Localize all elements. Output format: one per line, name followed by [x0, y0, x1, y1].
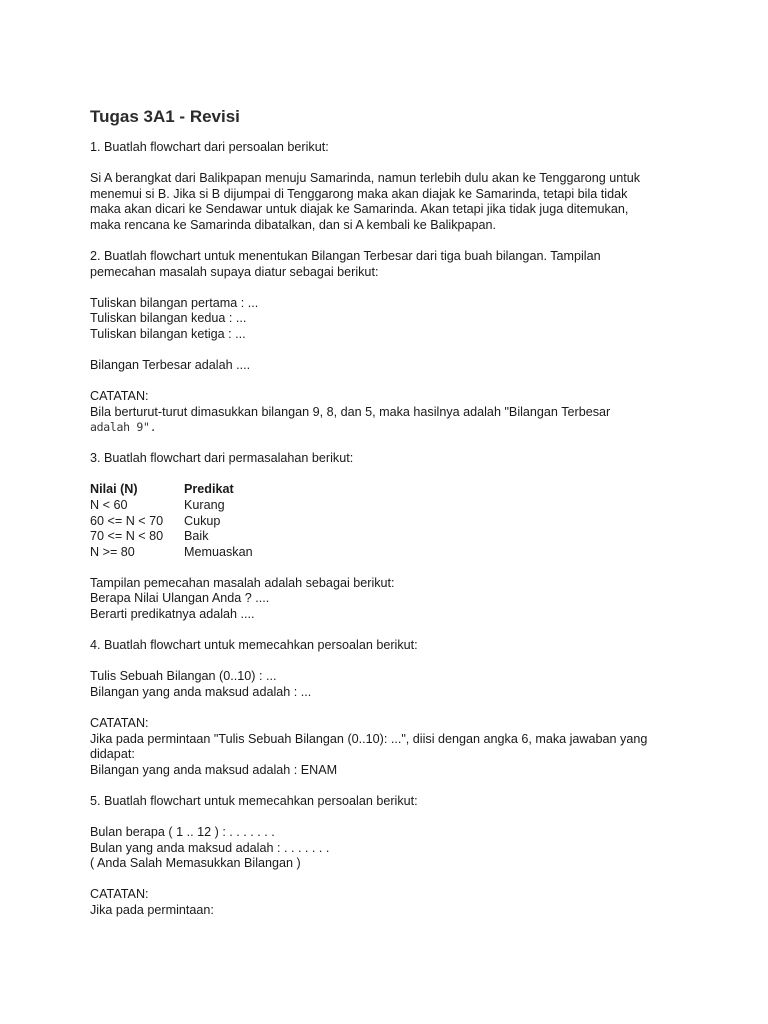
q4-note-line: Bilangan yang anda maksud adalah : ENAM	[90, 762, 338, 777]
q5-line: ( Anda Salah Memasukkan Bilangan )	[90, 856, 301, 871]
q2-note	[90, 389, 690, 436]
predikat-cell: Baik	[184, 529, 209, 544]
q5-note-label: CATATAN:	[90, 887, 149, 902]
q1-body	[90, 171, 690, 233]
q4-heading: 4. Buatlah flowchart untuk memecahkan persoalan berikut:	[90, 638, 418, 653]
q3-display-line: Berapa Nilai Ulangan Anda ? ....	[90, 591, 270, 606]
predikat-cell: Cukup	[184, 513, 221, 528]
q5-note	[90, 887, 690, 918]
q2-input-line: Tuliskan bilangan ketiga : ...	[90, 326, 246, 341]
q1-body-line: maka rencana ke Samarinda dibatalkan, dan si A kembali ke Balikpapan.	[90, 217, 497, 232]
q5-line: Bulan berapa ( 1 .. 12 ) : . . . . . . .	[90, 824, 275, 839]
col-predikat-header: Predikat	[184, 482, 234, 497]
q4-note-line: Jika pada permintaan "Tulis Sebuah Bilangan (0..10): ...", diisi dengan angka 6, maka jawaban yang	[90, 731, 648, 746]
grade-table-header	[90, 482, 253, 498]
predikat-cell: Memuaskan	[184, 544, 253, 559]
q1-body-line: maka akan dicari ke Sendawar untuk diajak ke Samarinda. Akan tetapi jika tidak juga ditemukan,	[90, 202, 629, 217]
q5-lines	[90, 825, 690, 872]
q4-lines	[90, 669, 690, 700]
q3-display	[90, 576, 690, 623]
table-row	[90, 514, 253, 530]
document-content	[90, 107, 690, 934]
q2-result: Bilangan Terbesar adalah ....	[90, 357, 251, 372]
q5-note-line: Jika pada permintaan:	[90, 902, 214, 917]
nilai-cell: 70 <= N < 80	[90, 529, 164, 544]
q4-note-line: didapat:	[90, 747, 135, 762]
q5-line: Bulan yang anda maksud adalah : . . . . . . .	[90, 840, 330, 855]
q4-line: Bilangan yang anda maksud adalah : ...	[90, 684, 312, 699]
table-row	[90, 545, 253, 561]
q1-heading: 1. Buatlah flowchart dari persoalan berikut:	[90, 140, 329, 154]
table-row	[90, 498, 253, 514]
q2-note-line: adalah 9".	[90, 420, 157, 435]
nilai-cell: 60 <= N < 70	[90, 513, 164, 528]
col-nilai-header: Nilai (N)	[90, 482, 138, 497]
predikat-cell: Kurang	[184, 498, 225, 512]
q2-note-line: Bila berturut-turut dimasukkan bilangan 9, 8, dan 5, maka hasilnya adalah "Bilangan Terbesar	[90, 404, 611, 419]
nilai-cell: N >= 80	[90, 544, 135, 559]
document-title: Tugas 3A1 - Revisi	[90, 107, 240, 126]
grade-table	[90, 482, 253, 560]
table-row	[90, 529, 253, 545]
q2-heading-line: pemecahan masalah supaya diatur sebagai berikut:	[90, 264, 379, 279]
q4-note	[90, 716, 690, 778]
q5-heading: 5. Buatlah flowchart untuk memecahkan persoalan berikut:	[90, 793, 418, 808]
q3-heading: 3. Buatlah flowchart dari permasalahan berikut:	[90, 451, 354, 466]
q2-input-line: Tuliskan bilangan pertama : ...	[90, 295, 259, 310]
q2-inputs	[90, 296, 690, 343]
q2-note-label: CATATAN:	[90, 389, 149, 404]
q3-display-line: Tampilan pemecahan masalah adalah sebagai berikut:	[90, 575, 395, 590]
q4-line: Tulis Sebuah Bilangan (0..10) : ...	[90, 669, 277, 684]
q4-note-label: CATATAN:	[90, 715, 149, 730]
q3-display-line: Berarti predikatnya adalah ....	[90, 607, 255, 622]
nilai-cell: N < 60	[90, 498, 128, 512]
q2-heading-line: 2. Buatlah flowchart untuk menentukan Bilangan Terbesar dari tiga buah bilangan. Tampilan	[90, 248, 601, 263]
q2-input-line: Tuliskan bilangan kedua : ...	[90, 311, 247, 326]
q1-body-line: Si A berangkat dari Balikpapan menuju Samarinda, namun terlebih dulu akan ke Tenggarong untuk	[90, 171, 641, 186]
q2-heading	[90, 249, 690, 280]
q1-body-line: menemui si B. Jika si B dijumpai di Tenggarong maka akan diajak ke Samarinda, tetapi bila tidak	[90, 186, 628, 201]
